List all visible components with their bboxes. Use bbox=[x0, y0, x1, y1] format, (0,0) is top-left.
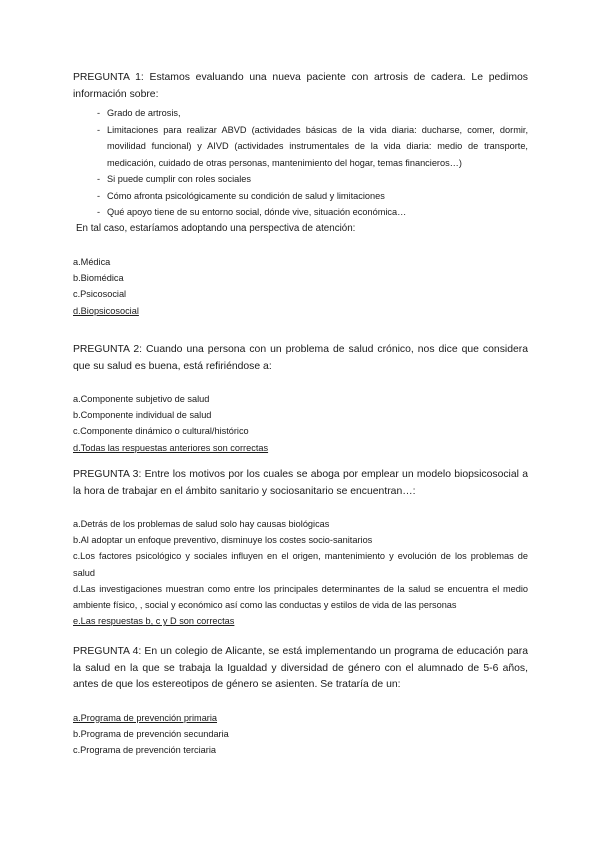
question-2-text: PREGUNTA 2: Cuando una persona con un problema de salud crónico, nos dice que considera que su salud es buena, está refiriéndose a: bbox=[73, 344, 528, 372]
question-3-text: PREGUNTA 3: Entre los motivos por los cuales se aboga por emplear un modelo biopsicosocial a la hora de trabajar en el ámbito sanitario y sociosanitario se encuentran…: bbox=[73, 469, 528, 497]
question-3 bbox=[73, 467, 528, 629]
option-c: c.Los factores psicológico y sociales influyen en el origen, mantenimiento y evolución de los problemas de salud bbox=[73, 551, 528, 578]
option-b: b.Componente individual de salud bbox=[73, 410, 212, 421]
option-a: a.Componente subjetivo de salud bbox=[73, 394, 210, 404]
question-1-lead: En tal caso, estaríamos adoptando una perspectiva de atención: bbox=[76, 222, 356, 234]
option-d: d.Las investigaciones muestran como entre los principales determinantes de la salud se encuentra el medio ambiente físico, , social y económico así como las conductas y estilos de vida de las personas bbox=[73, 583, 528, 611]
question-1-options bbox=[73, 254, 528, 319]
option-b: b.Programa de prevención secundaria bbox=[73, 728, 229, 739]
option-a: a.Detrás de los problemas de salud solo hay causas biológicas bbox=[73, 519, 330, 529]
question-1 bbox=[73, 70, 528, 319]
question-2 bbox=[73, 342, 528, 456]
option-b: b.Biomédica bbox=[73, 273, 124, 284]
option-d-correct: d.Biopsicosocial bbox=[73, 305, 139, 316]
option-e-correct: e.Las respuestas b, c y D son correctas bbox=[73, 616, 235, 627]
question-1-text: PREGUNTA 1: Estamos evaluando una nueva paciente con artrosis de cadera. Le pedimos información sobre: bbox=[73, 72, 528, 100]
question-4-options bbox=[73, 710, 528, 759]
option-a: a.Médica bbox=[73, 257, 111, 267]
bullet-item: - Qué apoyo tiene de su entorno social, dónde vive, situación económica… bbox=[97, 207, 407, 217]
bullet-item: - Limitaciones para realizar ABVD (actividades básicas de la vida diaria: ducharse, comer, dormir, movilidad funcional) y AIVD (actividades instrumentales de la vida diaria: medio de transporte, medicación, cuidado de otras personas, mantenimiento del hogar, temas financieros…) bbox=[97, 124, 528, 168]
option-a-correct: a.Programa de prevención primaria bbox=[73, 712, 218, 723]
option-c: c.Componente dinámico o cultural/histórico bbox=[73, 426, 249, 437]
question-2-options bbox=[73, 391, 528, 456]
question-3-options bbox=[73, 516, 528, 629]
option-c: c.Programa de prevención terciaria bbox=[73, 744, 216, 755]
question-4 bbox=[73, 644, 528, 758]
question-1-bullets bbox=[73, 105, 528, 221]
bullet-item: - Si puede cumplir con roles sociales bbox=[97, 174, 252, 184]
bullet-item: - Grado de artrosis, bbox=[97, 108, 181, 118]
option-d-correct: d.Todas las respuestas anteriores son correctas bbox=[73, 442, 269, 453]
question-4-text: PREGUNTA 4: En un colegio de Alicante, se está implementando un programa de educación para la salud en la que se trabaja la Igualdad y diversidad de género con el alumnado de 5-6 años, antes de que los estereotipos de género se asienten. Se trataría de un: bbox=[73, 646, 528, 690]
option-b: b.Al adoptar un enfoque preventivo, disminuye los costes socio-sanitarios bbox=[73, 535, 373, 546]
option-c: c.Psicosocial bbox=[73, 289, 127, 300]
bullet-item: - Cómo afronta psicológicamente su condición de salud y limitaciones bbox=[97, 190, 385, 201]
